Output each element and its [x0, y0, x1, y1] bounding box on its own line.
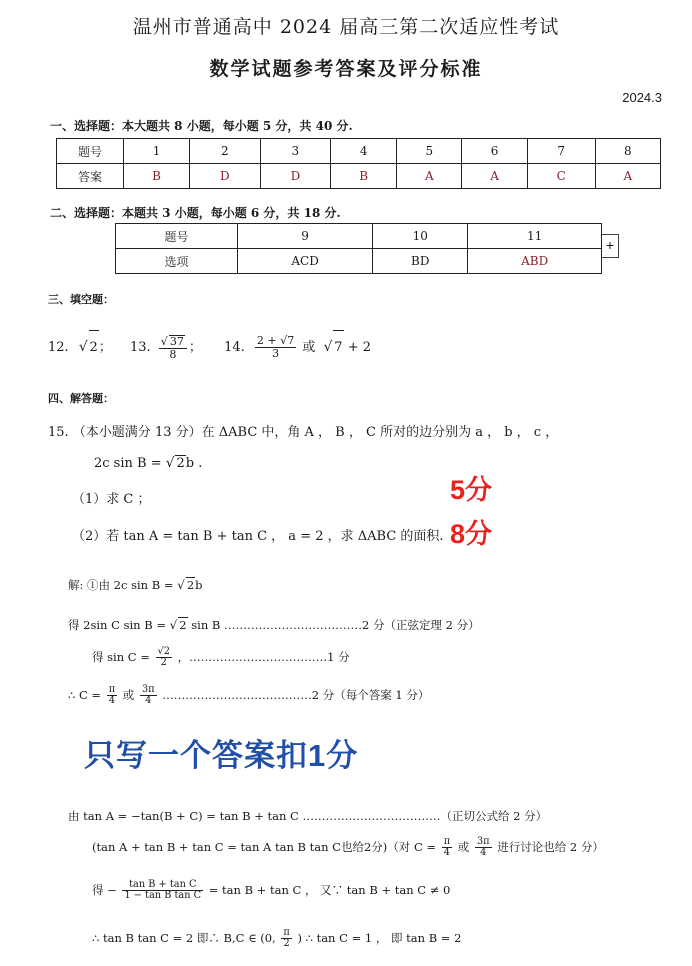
equation-left: 2c sin B = [94, 456, 162, 471]
equation-radicand: 2 [176, 456, 185, 471]
q14-alt-radicand: 7 [333, 330, 343, 365]
exam-title: 温州市普通高中 2024 届高三第二次适应性考试 [132, 16, 560, 38]
question-number: 11 [468, 224, 602, 249]
section2-answer-table [115, 223, 602, 274]
answer-cell: C [527, 164, 595, 189]
fraction [140, 685, 157, 707]
numerator: π [443, 836, 451, 847]
q13-answer: $\frac{√ 37}{8}$ [159, 335, 187, 360]
q15-condition: 2c sin B = √ 2b . [94, 455, 203, 471]
question-number: 7 [527, 139, 595, 164]
text: 解: ①由 2c sin B = [68, 578, 174, 592]
answer-cell: D [190, 164, 261, 189]
answer-cell: A [462, 164, 527, 189]
table-row [57, 164, 661, 189]
solution-line-4 [68, 685, 429, 707]
question-number: 10 [373, 224, 468, 249]
text: ∴ tan B tan C = 2 即∴ B,C ∈ (0, [92, 930, 276, 945]
fraction [156, 647, 172, 669]
equation-right: b . [185, 456, 203, 471]
exam-date: 2024.3 [622, 90, 662, 105]
answer-cell: B [331, 164, 397, 189]
text: ∴ C = [68, 687, 102, 702]
q14-label: 14. [224, 340, 245, 355]
q14-alt-tail: + 2 [347, 340, 371, 355]
section1-heading: 一、选择题：本大题共 8 小题，每小题 5 分，共 40 分. [50, 119, 353, 133]
q15-statement: 15. （本小题满分 13 分）在 ΔABC 中，角 A ， B ， C 所对的边分别为 a ， b ， c ， [48, 425, 559, 440]
question-number: 8 [595, 139, 660, 164]
fraction [281, 928, 291, 950]
numerator: √2 [157, 646, 170, 657]
table-row [116, 224, 602, 249]
solution-line-5: 由 tan A = −tan(B + C) = tan B + tan C ………………………………（正切公式给 2 分） [68, 809, 548, 823]
q15-part2: （2）若 tan A = tan B + tan C ， a = 2 ，求 ΔABC 的面积. [72, 529, 444, 544]
answer-cell: BD [373, 249, 468, 274]
solution-line-1: 解: ①由 2c sin B = √ 2b [68, 578, 203, 592]
row-label: 选项 [116, 249, 238, 274]
fill-in-answers: 12. √ 2； 13. $\frac{√ 37}{8}$ ； 14. $\frac{2 + √7}{3}$ 或 √ 7 + 2 [48, 330, 371, 365]
fraction [122, 880, 203, 902]
q14-denominator: 3 [272, 347, 280, 360]
denominator: 1 − tan B tan C [124, 890, 202, 902]
denominator: 4 [145, 695, 152, 707]
text: 得 − [92, 882, 117, 897]
q12-answer: 2 [89, 330, 99, 365]
numerator: tan B + tan C [122, 880, 203, 891]
text: ，………………………………1 分 [177, 649, 350, 664]
answer-cell: ABD [468, 249, 602, 274]
solution-line-6 [92, 837, 604, 859]
add-column-button[interactable]: + [602, 234, 619, 258]
section3-heading: 三、填空题： [48, 293, 114, 306]
denominator: 2 [283, 938, 290, 950]
fraction [475, 837, 492, 859]
text: = tan B + tan C ， 又∵ tan B + tan C ≠ 0 [208, 882, 451, 897]
text: sin B ………………………………2 分（正弦定理 2 分） [191, 618, 480, 632]
text: 得 2sin C sin B = [68, 618, 166, 632]
part2-score-annotation: 8分 [450, 519, 493, 549]
denominator: 4 [480, 847, 487, 859]
answer-cell: B [124, 164, 190, 189]
row-label: 题号 [116, 224, 238, 249]
text: (tan A + tan B + tan C = tan A tan B tan C也给2分)（对 C = [92, 839, 437, 854]
question-number: 5 [397, 139, 462, 164]
answer-cell: D [260, 164, 331, 189]
text: 或 [122, 687, 135, 702]
question-number: 1 [124, 139, 190, 164]
q13-denominator: 8 [169, 347, 177, 361]
text: 进行讨论也给 2 分） [497, 839, 604, 854]
document-subtitle: 数学试题参考答案及评分标准 [209, 58, 483, 80]
question-number: 6 [462, 139, 527, 164]
solution-line-3 [92, 647, 350, 669]
q13-numerator: 37 [169, 334, 184, 348]
radicand: 2 [186, 578, 195, 592]
answer-cell: ACD [238, 249, 373, 274]
question-number: 3 [260, 139, 331, 164]
numerator: π [108, 684, 116, 695]
text: b [195, 578, 203, 592]
part1-score-annotation: 5分 [450, 475, 493, 505]
denominator: 4 [108, 695, 116, 707]
row-label: 题号 [57, 139, 124, 164]
deduction-note: 只写一个答案扣1分 [84, 738, 359, 773]
question-number: 9 [238, 224, 373, 249]
text: 得 sin C = [92, 649, 150, 664]
numerator: 3π [141, 684, 155, 695]
q12-label: 12. [48, 340, 69, 355]
section1-answer-table [56, 138, 661, 189]
q14-answer [255, 335, 296, 359]
text: 或 [457, 839, 470, 854]
table-row [57, 139, 661, 164]
table-row [116, 249, 602, 274]
denominator: 4 [443, 847, 451, 859]
fraction [107, 685, 117, 707]
answer-cell: A [595, 164, 660, 189]
solution-line-2: 得 2sin C sin B = √ 2 sin B ………………………………2 分（正弦定理 2 分） [68, 618, 480, 632]
numerator: π [283, 927, 290, 938]
text: …………………………………2 分（每个答案 1 分） [162, 687, 430, 702]
row-label: 答案 [57, 164, 124, 189]
question-number: 4 [331, 139, 397, 164]
q14-numerator: 2 + √7 [256, 334, 295, 348]
radicand: 2 [179, 618, 187, 632]
fraction [442, 837, 452, 859]
text: ) ∴ tan C = 1 ， 即 tan B = 2 [297, 930, 462, 945]
denominator: 2 [160, 657, 167, 669]
solution-line-7 [92, 880, 450, 902]
or-label: 或 [302, 340, 316, 355]
q13-label: 13. [129, 340, 151, 355]
answer-cell: A [397, 164, 462, 189]
separator: ； [188, 340, 202, 355]
separator: ； [98, 340, 112, 355]
solution-line-8 [92, 928, 461, 950]
q15-part1: （1）求 C ； [72, 492, 151, 507]
question-number: 2 [190, 139, 261, 164]
section2-heading: 二、选择题：本题共 3 小题，每小题 6 分，共 18 分. [50, 206, 341, 220]
section4-heading: 四、解答题： [48, 392, 114, 405]
numerator: 3π [476, 836, 490, 847]
